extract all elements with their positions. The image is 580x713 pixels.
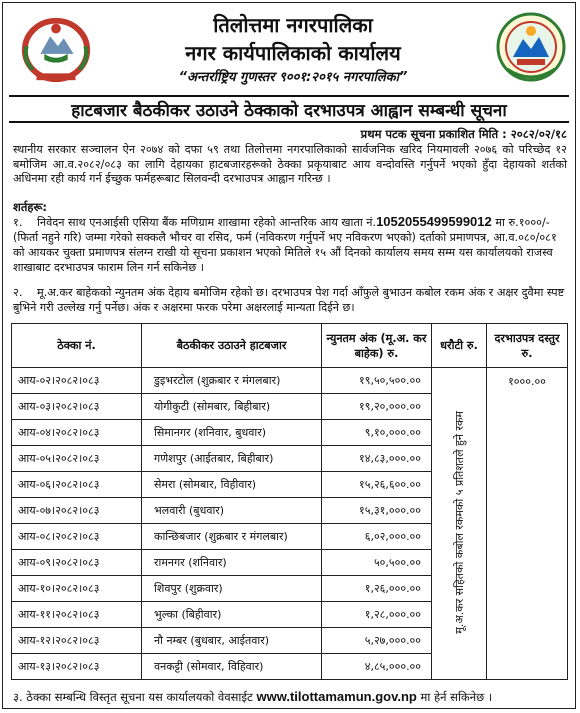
market-name-cell: गणेशपुर (आईतबार, बिहीबार) <box>142 446 322 472</box>
market-name-cell: कान्छिबजार (शुक्रबार र मंगलबार) <box>142 524 322 550</box>
notice-title: हाटबजार बैठकीकर उठाउने ठेक्काको दरभाउपत्र आह्वान सम्बन्धी सूचना <box>71 101 507 121</box>
tender-code-cell: आय-०६।२०८२।०८३ <box>12 472 142 498</box>
table-header-row <box>12 324 568 368</box>
tender-code-cell: आय-१३।२०८२।०८३ <box>12 654 142 680</box>
minimum-amount-cell: ९,१०,०००.०० <box>322 420 432 446</box>
market-name-cell: वनकट्टी (सोमवार, विहिवार) <box>142 654 322 680</box>
col-header-price: दरभाउपत्र दस्तुर रु. <box>487 324 568 368</box>
minimum-amount-cell: ५०,५००.०० <box>322 550 432 576</box>
market-name-cell: योगीकुटी (सोमबार, बिहीबार) <box>142 394 322 420</box>
tender-code-cell: आय-०३।२०८२।०८३ <box>12 394 142 420</box>
minimum-amount-cell: १९,२०,०००.०० <box>322 394 432 420</box>
minimum-amount-cell: १,२८,०००.०० <box>322 602 432 628</box>
tender-code-cell: आय-१२।२०८२।०८३ <box>12 628 142 654</box>
table-row <box>12 368 568 394</box>
bid-document-fee-cell: १०००.०० <box>487 368 568 680</box>
tender-code-cell: आय-०५।२०८२।०८३ <box>12 446 142 472</box>
minimum-amount-cell: ६,०२,०००.०० <box>322 524 432 550</box>
minimum-amount-cell: १,२६,०००.०० <box>322 576 432 602</box>
market-name-cell: भलवारी (बुधवार) <box>142 498 322 524</box>
minimum-amount-cell: ५,२७,०००.०० <box>322 628 432 654</box>
office-title-2: नगर कार्यपालिकाको कार्यालय <box>185 41 401 65</box>
market-name-cell: नौ नम्बर (बुधबार, आईतवार) <box>142 628 322 654</box>
tender-table <box>11 323 568 680</box>
col-header-market: बैठकीकर उठाउने हाटबजार <box>142 324 322 368</box>
market-name-cell: सिमानगर (शनिवार, बुधवार) <box>142 420 322 446</box>
minimum-amount-cell: १५,३१,०००.०० <box>322 498 432 524</box>
notice-banner <box>9 95 569 123</box>
intro-paragraph: स्थानीय सरकार सञ्चालन ऐन २०७४ को दफा ५९ तथा तिलोत्तमा नगरपालिकाको सार्वजनिक खरिद नियमावली २०७६ को परिच्छेद १२ बमोजिम आ.व.२०८२/०८३ का लागि देहायका हाटबजारहरूको ठेक्का प्रकृयाबाट आय वन्दोवस्ति गर्नुपर्ने भएको हुँदा देहायको शर्तको अधिनमा रही कार्य गर्न ईच्छुक फर्महरूबाट सिलवन्दी दरभाउपत्र आह्वान गरिन्छ । <box>13 143 567 185</box>
col-header-min: न्युनतम अंक (मू.अ. कर बाहेक) रु. <box>322 324 432 368</box>
notice-page <box>2 2 576 709</box>
col-header-code: ठेक्का नं. <box>12 324 142 368</box>
footer-note: ३. ठेक्का सम्बन्धि विस्तृत सूचना यस कार्यालयको वेवसाईट www.tilottamamun.gov.np मा हेर्न सकिनेछ । <box>13 689 493 704</box>
condition-1-rest: मा रु.१०००/- (फिर्ता नहुने गरि) जम्मा गरेको सक्कलै भौचर वा रसिद, फर्म (नविकरण गर्नुपर्ने भए नविकरण भएको) दर्ताको प्रमाणपत्र, आ.व.०८०/०८१ को आयकर चुक्ता प्रमाणपत्र संलग्न राखी यो सूचना प्रकाशन भएको मितिले १५ औं दिनको कार्यालय समय सम्म यस कार्यालयको राजस्व शाखाबाट दरभाउपत्र फाराम लिन गर्न सकिनेछ । <box>13 216 557 274</box>
tender-code-cell: आय-११।२०८२।०८३ <box>12 602 142 628</box>
header <box>3 3 575 95</box>
publication-date: प्रथम पटक सूचना प्रकाशित मिति : २०८२/०२/१८ <box>360 127 567 141</box>
tender-code-cell: आय-०४।२०८२।०८३ <box>12 420 142 446</box>
minimum-amount-cell: ४,८५,०००.०० <box>322 654 432 680</box>
tender-code-cell: आय-१०।२०८२।०८३ <box>12 576 142 602</box>
col-header-deposit: धरौटी रु. <box>432 324 487 368</box>
municipality-logo-icon <box>495 9 567 87</box>
tender-code-cell: आय-०९।२०८२।०८३ <box>12 550 142 576</box>
deposit-cell <box>432 368 487 680</box>
market-name-cell: रामनगर (शनिवार) <box>142 550 322 576</box>
website-link[interactable]: www.tilottamamun.gov.np <box>256 689 417 704</box>
conditions-heading: शर्तहरू: <box>13 200 48 214</box>
minimum-amount-cell: १५,२६,६००.०० <box>322 472 432 498</box>
tender-code-cell: आय-०८।२०८२।०८३ <box>12 524 142 550</box>
tender-code-cell: आय-०७।२०८२।०८३ <box>12 498 142 524</box>
minimum-amount-cell: १४,८३,०००.०० <box>322 446 432 472</box>
tender-code-cell: आय-०२।२०८२।०८३ <box>12 368 142 394</box>
condition-1: १. निवेदन साथ एनआईसी एसिया बैंक मणिग्राम शाखामा रहेको आन्तरिक आय खाता नं.1052055499599012 मा रु.१०००/- (फिर्ता नहुने गरि) जम्मा गरेको सक्कलै भौचर वा रसिद, फर्म (नविकरण गर्नुपर्ने भए नविकरण भएको) दर्ताको प्रमाणपत्र, आ.व.०८०/०८१ को आयकर चुक्ता प्रमाणपत्र संलग्न राखी यो सूचना प्रकाशन भएको मितिले १५ औं दिनको कार्यालय समय सम्म यस कार्यालयको राजस्व शाखाबाट दरभाउपत्र फाराम लिन गर्न सकिनेछ । <box>13 214 557 274</box>
deposit-note: मू.अ.कर सहितको कबोल रकमको ५ प्रतिशतले हुने रकम <box>452 410 466 634</box>
market-name-cell: सेमरा (सोमबार, विहीवार) <box>142 472 322 498</box>
iso-tagline: “अन्तर्राष्ट्रिय गुणस्तर ९००१:२०१५ नगरपालिका” <box>178 70 408 85</box>
condition-2: २. मू.अ.कर बाहेकको न्युनतम अंक देहाय बमोजिम रहेको छ। दरभाउपत्र पेश गर्दा आँफुले बुभाउन कबोल रकम अंक र अक्षर दुवैमा स्पष्ट बुभिने गरी उल्लेख गर्नु पर्नेछ। अंक र अक्षरमा फरक परेमा अक्षरलाई मान्यता दिईने छ। <box>13 286 565 314</box>
market-name-cell: डुइभरटोल (शुक्रबार र मंगलबार) <box>142 368 322 394</box>
market-name-cell: भुल्का (बिहीवार) <box>142 602 322 628</box>
market-name-cell: शिवपुर (शुक्रवार) <box>142 576 322 602</box>
office-title-1: तिलोत्तमा नगरपालिका <box>213 13 373 37</box>
minimum-amount-cell: १९,५०,५००.०० <box>322 368 432 394</box>
account-number: 105205549959901 <box>376 214 485 229</box>
nepal-emblem-icon <box>17 11 95 87</box>
